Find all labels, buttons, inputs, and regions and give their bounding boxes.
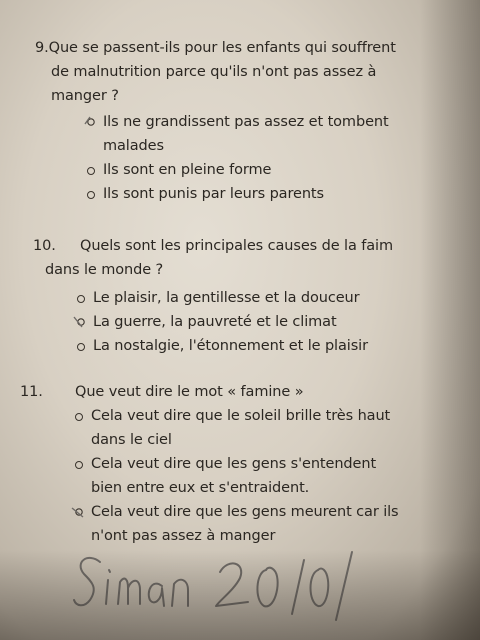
question-11-text-1: Que veut dire le mot « famine »	[75, 384, 304, 400]
question-9-option-3[interactable]	[87, 182, 465, 206]
pencil-check-mark-icon	[73, 313, 89, 329]
question-11-option-2-line-1: Cela veut dire que les gens s'entendent	[91, 456, 377, 472]
question-9-text-1: Que se passent-ils pour les enfants qui souffrent	[48, 40, 396, 56]
question-11-option-1-line-2: dans le ciel	[91, 432, 172, 448]
question-11-option-2-line-2: bien entre eux et s'entraident.	[91, 480, 310, 496]
question-9-number: 9.	[35, 40, 49, 56]
question-10-option-1[interactable]	[77, 286, 463, 310]
question-9-line-2: de malnutrition parce qu'ils n'ont pas assez à	[51, 64, 377, 80]
question-11-option-3-line-1: Cela veut dire que les gens meurent car ils	[91, 504, 399, 520]
question-9-option-2-line-1: Ils sont en pleine forme	[103, 162, 272, 178]
question-11-option-3[interactable]	[75, 500, 460, 548]
question-10-text-1: Quels sont les principales causes de la faim	[80, 238, 394, 254]
question-11-number: 11.	[20, 384, 43, 400]
question-9-line-3: manger ?	[51, 88, 119, 104]
radio-circle-icon	[87, 167, 95, 175]
question-10-option-3-line-1: La nostalgie, l'étonnement et le plaisir	[93, 338, 368, 354]
question-9-option-3-line-1: Ils sont punis par leurs parents	[103, 186, 324, 202]
question-9-line-1	[35, 36, 465, 60]
question-11	[20, 380, 460, 548]
question-11-option-2[interactable]	[75, 452, 460, 500]
question-9-option-1[interactable]	[87, 110, 465, 158]
radio-circle-icon	[77, 295, 85, 303]
question-11-option-3-line-2: n'ont pas assez à manger	[91, 528, 276, 544]
question-11-line-1	[20, 380, 460, 404]
question-10-option-2[interactable]	[77, 310, 463, 334]
question-10-option-1-line-1: Le plaisir, la gentillesse et la douceur	[93, 290, 360, 306]
question-10-option-2-line-1: La guerre, la pauvreté et le climat	[93, 314, 337, 330]
question-11-options	[75, 404, 460, 548]
question-9	[35, 36, 465, 206]
question-10-option-3[interactable]	[77, 334, 463, 358]
question-10-number: 10.	[33, 238, 56, 254]
question-10-options	[77, 286, 463, 358]
question-9-options	[87, 110, 465, 206]
question-11-option-1[interactable]	[75, 404, 460, 452]
radio-circle-icon	[75, 461, 83, 469]
question-10	[33, 234, 463, 358]
pencil-check-mark-icon	[83, 113, 99, 129]
question-9-option-2[interactable]	[87, 158, 465, 182]
question-11-option-1-line-1: Cela veut dire que le soleil brille très haut	[91, 408, 391, 424]
question-9-option-1-line-1: Ils ne grandissent pas assez et tombent	[103, 114, 389, 130]
radio-circle-icon	[87, 191, 95, 199]
question-10-line-1	[33, 234, 463, 258]
question-10-line-2: dans le monde ?	[45, 262, 164, 278]
question-9-option-1-line-2: malades	[103, 138, 164, 154]
handwritten-signature	[70, 548, 360, 626]
radio-circle-icon	[75, 413, 83, 421]
radio-circle-icon	[77, 343, 85, 351]
pencil-check-mark-icon	[71, 503, 87, 519]
